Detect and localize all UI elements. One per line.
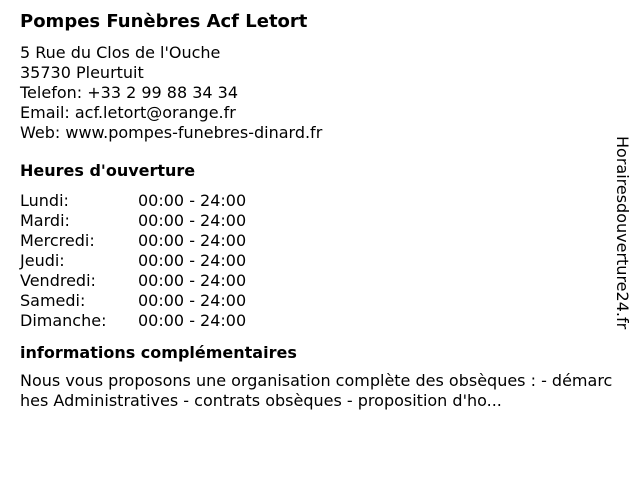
business-card xyxy=(20,10,613,411)
hours-row-friday xyxy=(20,271,246,291)
opening-hours-heading: Heures d'ouverture xyxy=(20,161,196,180)
day-label: Mercredi: xyxy=(20,231,95,250)
brand-watermark: Horairesdouverture24.fr xyxy=(613,136,632,330)
day-label: Vendredi: xyxy=(20,271,96,290)
time-range: 00:00 - 24:00 xyxy=(138,251,247,270)
opening-hours-table xyxy=(20,191,246,331)
address-block xyxy=(20,43,610,143)
business-name: Pompes Funèbres Acf Letort xyxy=(20,11,308,32)
day-label: Jeudi: xyxy=(20,251,65,270)
time-range: 00:00 - 24:00 xyxy=(138,191,247,210)
additional-info-text: Nous vous proposons une organisation complète des obsèques : - démarches Administratives - contrats obsèques - proposition d'ho... xyxy=(20,371,613,410)
day-label: Samedi: xyxy=(20,291,86,310)
street-address: 5 Rue du Clos de l'Ouche xyxy=(20,43,221,62)
day-label: Lundi: xyxy=(20,191,69,210)
day-label: Mardi: xyxy=(20,211,70,230)
day-label: Dimanche: xyxy=(20,311,107,330)
hours-row-saturday xyxy=(20,291,246,311)
hours-row-monday xyxy=(20,191,246,211)
hours-row-wednesday xyxy=(20,231,246,251)
city-postal: 35730 Pleurtuit xyxy=(20,63,144,82)
hours-row-tuesday xyxy=(20,211,246,231)
web-line: Web: www.pompes-funebres-dinard.fr xyxy=(20,123,323,142)
phone-line: Telefon: +33 2 99 88 34 34 xyxy=(20,83,239,102)
additional-info-heading: informations complémentaires xyxy=(20,343,297,362)
time-range: 00:00 - 24:00 xyxy=(138,211,247,230)
time-range: 00:00 - 24:00 xyxy=(138,291,247,310)
time-range: 00:00 - 24:00 xyxy=(138,311,247,330)
hours-row-sunday xyxy=(20,311,246,331)
email-line: Email: acf.letort@orange.fr xyxy=(20,103,236,122)
hours-row-thursday xyxy=(20,251,246,271)
time-range: 00:00 - 24:00 xyxy=(138,231,247,250)
time-range: 00:00 - 24:00 xyxy=(138,271,247,290)
